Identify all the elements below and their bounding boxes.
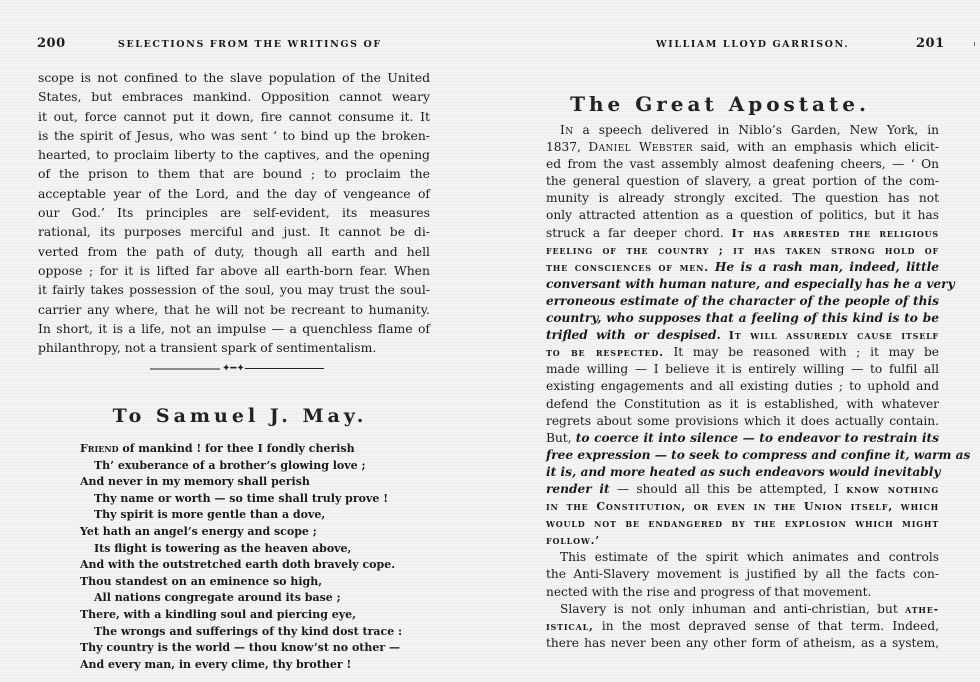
text-run: a speech delivered in Niblo’s Garden, New York, in bbox=[573, 123, 939, 137]
left-running-head: SELECTIONS FROM THE WRITINGS OF bbox=[118, 39, 382, 50]
italic-text: conversant with human nature, and especially has he a very bbox=[546, 276, 955, 291]
text-line: there has never been any other form of atheism, as a system, bbox=[546, 635, 939, 650]
text-line: defend the Constitution as it is established, with whatever bbox=[546, 396, 939, 411]
small-caps-text: follow.’ bbox=[546, 534, 600, 548]
text-line bbox=[546, 225, 939, 242]
left-page-number: 200 bbox=[37, 36, 66, 51]
italic-text: it is, and more heated as such endeavors would inevitably bbox=[546, 464, 941, 479]
text-run: It may be reasoned with ; it may be bbox=[663, 345, 939, 360]
text-run: in the most depraved sense of that term. Indeed, bbox=[593, 618, 939, 633]
small-caps-text: It has arrested the religious bbox=[731, 226, 940, 240]
text-line: made willing — I believe it is entirely willing — to fulfil all bbox=[546, 362, 939, 377]
italic-text: erroneous estimate of the character of the people of this bbox=[546, 293, 939, 308]
small-caps-text: feeling of the country ; it has taken strong hold of bbox=[546, 243, 939, 257]
section-title: The Great Apostate. bbox=[570, 92, 870, 116]
text-line: regrets about some provisions which it does actually contain. bbox=[546, 413, 939, 428]
text-line: is the spirit of Jesus, who was sent ‘ to bind up the broken- bbox=[38, 127, 430, 143]
right-page bbox=[490, 0, 980, 682]
small-caps-text: In bbox=[560, 123, 574, 137]
section-divider-ornament bbox=[150, 363, 324, 374]
text-line bbox=[546, 464, 939, 481]
poem-line: Yet hath an angel’s energy and scope ; bbox=[80, 524, 317, 538]
text-run: 1837, bbox=[546, 140, 589, 155]
text-line bbox=[546, 344, 939, 361]
poem-line: There, with a kindling soul and piercing eye, bbox=[80, 607, 356, 621]
italic-text: render it bbox=[546, 481, 610, 496]
text-line: existing engagements and all existing duties ; to uphold and bbox=[546, 379, 939, 394]
italic-text: He is a rash man, indeed, little bbox=[714, 259, 940, 274]
small-caps-text: to be respected. bbox=[546, 346, 664, 360]
text-line bbox=[546, 310, 939, 327]
text-line: ed from the vast assembly almost deafening cheers, — ‘ On bbox=[546, 157, 939, 172]
text-line bbox=[546, 139, 939, 156]
text-line: hearted, to proclaim liberty to the captives, and the opening bbox=[38, 147, 430, 163]
text-line bbox=[546, 327, 939, 344]
poem-line: And never in my memory shall perish bbox=[80, 475, 310, 489]
poem-body bbox=[80, 441, 402, 673]
text-line: oppose ; for it is lifted far above all earth-born fear. When bbox=[38, 262, 430, 278]
text-line bbox=[546, 481, 939, 498]
text-line bbox=[546, 276, 955, 293]
text-line bbox=[546, 293, 939, 310]
poem-line: Its flight is towering as the heaven above, bbox=[94, 541, 352, 555]
ornament-flourish-icon: ✦━✦ bbox=[222, 363, 245, 374]
person-name-small-caps: Daniel Webster bbox=[588, 140, 693, 155]
text-line bbox=[546, 447, 971, 464]
text-line bbox=[546, 259, 939, 276]
text-line: In short, it is a life, not an impulse — a quenchless flame of bbox=[38, 320, 430, 336]
small-caps-text: istical, bbox=[546, 619, 594, 633]
small-caps-text: athe- bbox=[905, 602, 939, 616]
right-page-number: 201 bbox=[916, 36, 945, 51]
poem-line: And with the outstretched earth doth bravely cope. bbox=[80, 558, 396, 572]
text-line: scope is not confined to the slave population of the United bbox=[38, 70, 430, 85]
text-line: the general question of slavery, a great portion of the com- bbox=[546, 174, 939, 189]
text-line: carrier any where, that he will not be recreant to humanity. bbox=[38, 301, 430, 317]
text-run: struck a far deeper chord. bbox=[546, 225, 732, 240]
text-line: our God.’ Its principles are self-evident, its measures bbox=[38, 205, 430, 221]
ornament-left-rule bbox=[150, 368, 220, 370]
right-running-head: WILLIAM LLOYD GARRISON. bbox=[656, 39, 850, 50]
poem-title: To Samuel J. May. bbox=[112, 405, 368, 427]
italic-text: to coerce it into silence — to endeavor to restrain its bbox=[575, 430, 940, 445]
poem-line bbox=[80, 441, 402, 458]
text-run: Slavery is not only inhuman and anti-christian, but bbox=[560, 601, 906, 616]
text-run: — should all this be attempted, I bbox=[609, 481, 847, 496]
text-line: philanthropy, not a transient spark of sentimentalism. bbox=[38, 340, 377, 356]
poem-line: All nations congregate around its base ; bbox=[94, 591, 341, 605]
text-line bbox=[546, 122, 939, 139]
text-line bbox=[546, 498, 939, 515]
text-line bbox=[546, 618, 939, 635]
text-line bbox=[546, 242, 939, 259]
text-line bbox=[546, 515, 939, 532]
text-line bbox=[546, 430, 939, 447]
left-prose-paragraph bbox=[38, 68, 430, 357]
small-caps-text: know nothing bbox=[846, 482, 939, 496]
poem-drop-word: Friend bbox=[80, 442, 119, 455]
text-line: verted from the path of duty, though all earth and hell bbox=[38, 243, 430, 259]
small-caps-text: in the Constitution, or even in the Union itself, which bbox=[546, 500, 939, 514]
poem-line: Thy spirit is more gentle than a dove, bbox=[94, 508, 326, 522]
italic-text: trifled with or despised. bbox=[546, 328, 721, 343]
poem-line: Th’ exuberance of a brother’s glowing love ; bbox=[94, 458, 366, 472]
text-line: it out, force cannot put it down, fire cannot consume it. It bbox=[38, 108, 430, 124]
text-line: only attracted attention as a question of politics, but it has bbox=[546, 208, 939, 223]
text-line bbox=[546, 601, 939, 618]
right-prose bbox=[546, 122, 971, 652]
text-line: This estimate of the spirit which animates and controls bbox=[560, 550, 939, 565]
poem-line: Thy name or worth — so time shall truly prove ! bbox=[94, 491, 389, 505]
text-line bbox=[546, 532, 939, 549]
text-line: it fairly takes possession of the soul, you may trust the soul- bbox=[38, 282, 430, 298]
text-line: States, but embraces mankind. Opposition cannot weary bbox=[38, 89, 430, 105]
text-line: acceptable year of the Lord, and the day of vengeance of bbox=[38, 185, 430, 201]
poem-line: Thy country is the world — thou know’st no other — bbox=[80, 641, 400, 655]
text-line: munity is already strongly excited. The question has not bbox=[546, 191, 939, 206]
italic-text: free expression — to seek to compress and confine it, warm as bbox=[546, 447, 971, 462]
ornament-right-rule bbox=[245, 368, 324, 369]
small-caps-text: It will assuredly cause itself bbox=[728, 329, 939, 343]
poem-line: And every man, in every clime, thy brother ! bbox=[80, 657, 352, 671]
small-caps-text: the consciences of men. bbox=[546, 260, 709, 274]
text-line: the Anti-Slavery movement is justified by all the facts con- bbox=[546, 567, 939, 582]
page-edge-mark bbox=[974, 42, 975, 46]
poem-line: The wrongs and sufferings of thy kind dost trace : bbox=[94, 624, 403, 638]
text-run: But, bbox=[546, 430, 576, 445]
italic-text: country, who supposes that a feeling of this kind is to be bbox=[546, 311, 939, 326]
text-run: said, with an emphasis which elicit- bbox=[692, 140, 939, 155]
text-line: rational, its purposes merciful and just. It cannot be di- bbox=[38, 224, 430, 240]
text-line: of the prison to them that are bound ; to proclaim the bbox=[38, 166, 430, 182]
poem-line-text: of mankind ! for thee I fondly cherish bbox=[118, 442, 355, 455]
small-caps-text: would not be endangered by the explosion which might bbox=[546, 517, 939, 531]
text-line: nected with the rise and progress of that movement. bbox=[546, 584, 872, 599]
poem-line: Thou standest on an eminence so high, bbox=[80, 574, 323, 588]
